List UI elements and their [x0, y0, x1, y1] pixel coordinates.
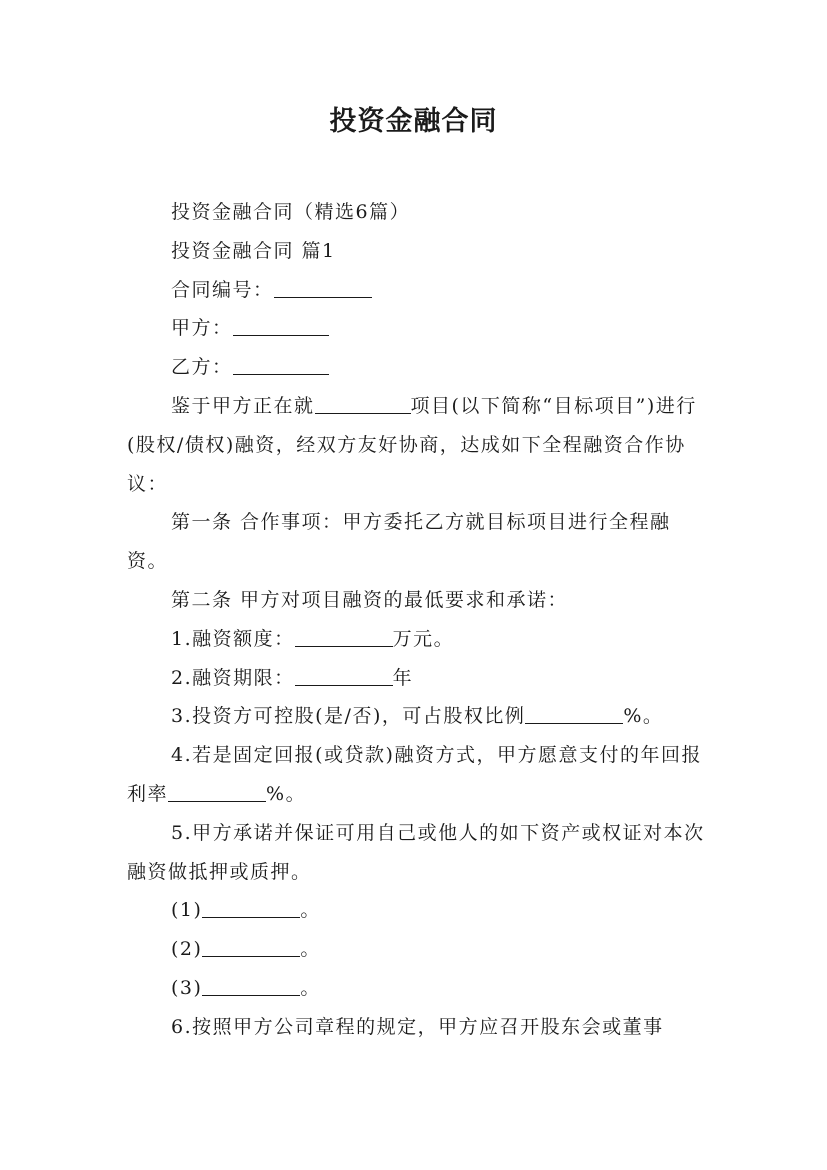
- contract-number-blank: [274, 277, 372, 298]
- field-label: 4.若是固定回报(或贷款)融资方式，甲方愿意支付的年回报利率: [127, 744, 702, 805]
- list-marker: (2): [171, 938, 203, 961]
- field-unit: %。: [266, 782, 307, 805]
- field-unit: 年: [392, 666, 414, 689]
- paragraph-collateral-item-1: [127, 891, 707, 930]
- paragraph-collateral: [127, 814, 707, 892]
- paragraph-preamble: [127, 387, 707, 503]
- field-label: 1.融资额度：: [171, 627, 295, 650]
- paragraph-text: 投资金融合同（精选6篇）: [171, 201, 411, 223]
- list-marker: (3): [171, 976, 203, 999]
- paragraph-text: 5.甲方承诺并保证可用自己或他人的如下资产或权证对本次融资做抵押或质押。: [127, 821, 705, 883]
- return-rate-blank: [168, 781, 266, 802]
- punctuation: 。: [300, 976, 321, 999]
- paragraph-equity-ratio: [127, 697, 707, 736]
- paragraph-collateral-item-2: [127, 930, 707, 969]
- project-name-blank: [315, 393, 411, 414]
- party-b-blank: [233, 354, 329, 375]
- paragraph-text: 第二条 甲方对项目融资的最低要求和承诺：: [171, 588, 569, 611]
- field-label: 2.融资期限：: [171, 666, 295, 689]
- document-title: 投资金融合同: [329, 106, 498, 137]
- paragraph-text: 鉴于甲方正在就: [171, 394, 315, 417]
- paragraph-text: 第一条 合作事项：甲方委托乙方就目标项目进行全程融资。: [127, 511, 671, 573]
- field-label: 乙方：: [171, 356, 233, 379]
- field-label: 3.投资方可控股(是/否)，可占股权比例: [171, 705, 526, 728]
- paragraph-party-b: [127, 348, 707, 387]
- paragraph-collateral-item-3: [127, 969, 707, 1008]
- document-body: [127, 193, 707, 1047]
- paragraph-text: 项目(以下简称“目标项目”)进行(股权/债权)融资，经双方友好协商，达成如下全程融资合作协议：: [127, 394, 697, 495]
- party-a-blank: [233, 315, 329, 336]
- paragraph-article-1: [127, 503, 707, 581]
- field-label: 甲方：: [171, 317, 233, 340]
- equity-ratio-blank: [525, 703, 623, 724]
- financing-term-blank: [295, 665, 393, 686]
- field-label: 合同编号：: [171, 278, 274, 301]
- paragraph-party-a: [127, 309, 707, 348]
- field-unit: 万元。: [392, 627, 455, 650]
- paragraph-text: 投资金融合同 篇1: [171, 239, 336, 262]
- paragraph-part-1: [127, 232, 707, 271]
- field-unit: %。: [623, 705, 664, 728]
- collateral-item-3-blank: [202, 975, 300, 996]
- paragraph-articles-of-association: [127, 1008, 707, 1047]
- paragraph-heading: [127, 193, 707, 232]
- paragraph-financing-term: [127, 659, 707, 698]
- punctuation: 。: [300, 899, 321, 922]
- paragraph-return-rate: [127, 736, 707, 814]
- collateral-item-1-blank: [202, 897, 300, 918]
- paragraph-financing-amount: [127, 620, 707, 659]
- collateral-item-2-blank: [202, 936, 300, 957]
- financing-amount-blank: [295, 626, 393, 647]
- paragraph-contract-number: [127, 271, 707, 310]
- punctuation: 。: [300, 938, 321, 961]
- paragraph-text: 6.按照甲方公司章程的规定，甲方应召开股东会或董事: [171, 1015, 664, 1038]
- list-marker: (1): [171, 899, 203, 922]
- paragraph-article-2: [127, 581, 707, 620]
